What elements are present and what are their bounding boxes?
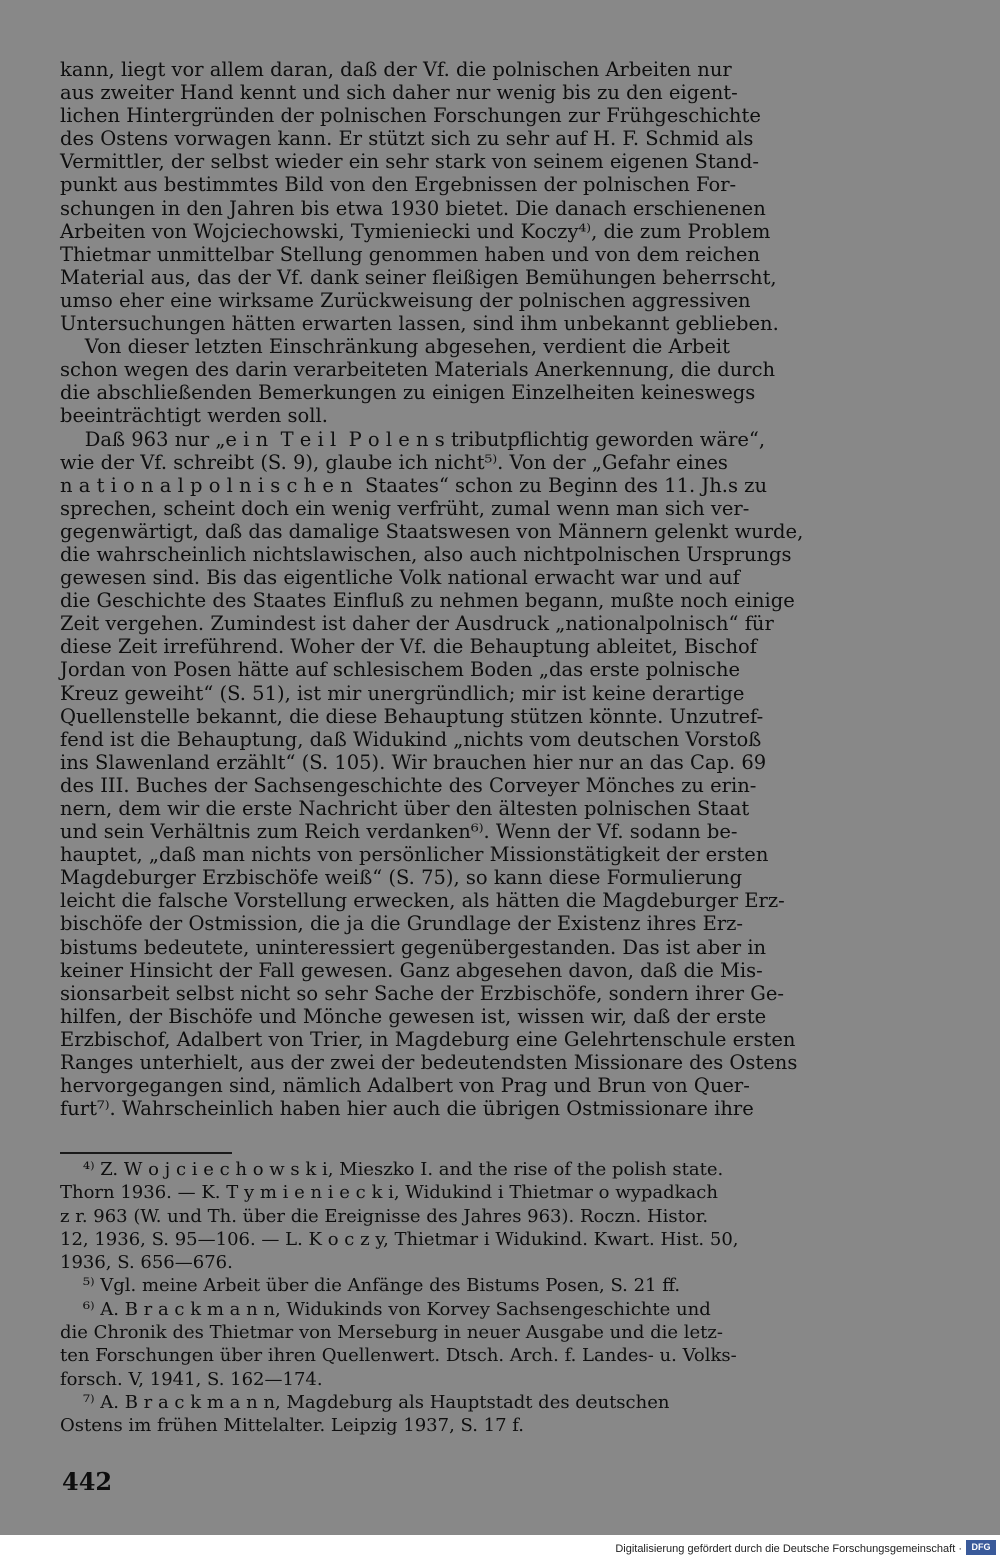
footnote-line: ⁷⁾ A. B r a c k m a n n, Magdeburg als Hauptstadt des deutschen — [60, 1391, 670, 1413]
body-line: des III. Buches der Sachsengeschichte des Corveyer Mönches zu erin- — [60, 773, 757, 797]
body-line: Thietmar unmittelbar Stellung genommen haben und von dem reichen — [60, 242, 761, 266]
footnote-line: die Chronik des Thietmar von Merseburg in neuer Ausgabe und die letz- — [60, 1322, 723, 1344]
footnote-line: forsch. V, 1941, S. 162—174. — [60, 1368, 323, 1390]
body-line: Zeit vergehen. Zumindest ist daher der Ausdruck „nationalpolnisch“ für — [60, 612, 774, 636]
footnote-divider — [60, 1152, 232, 1154]
body-line: Vermittler, der selbst wieder ein sehr stark von seinem eigenen Stand- — [60, 150, 759, 174]
body-text — [60, 58, 924, 1120]
body-line: Quellenstelle bekannt, die diese Behauptung stützen könnte. Unzutref- — [60, 704, 764, 728]
footnote-line: 12, 1936, S. 95—106. — L. K o c z y, Thietmar i Widukind. Kwart. Hist. 50, — [60, 1228, 739, 1250]
body-line: Jordan von Posen hätte auf schlesischem Boden „das erste polnische — [60, 658, 741, 682]
body-line: furt⁷⁾. Wahrscheinlich haben hier auch die übrigen Ostmissionare ihre — [60, 1097, 754, 1121]
footnote-line: ten Forschungen über ihren Quellenwert. Dtsch. Arch. f. Landes- u. Volks- — [60, 1345, 737, 1367]
body-line: hilfen, der Bischöfe und Mönche gewesen ist, wissen wir, daß der erste — [60, 1004, 767, 1028]
digitization-credit: Digitalisierung gefördert durch die Deutsche Forschungsgemeinschaft · — [615, 1543, 962, 1555]
body-line: wie der Vf. schreibt (S. 9), glaube ich nicht⁵⁾. Von der „Gefahr eines — [60, 450, 728, 474]
footnote-line: Ostens im frühen Mittelalter. Leipzig 1937, S. 17 f. — [60, 1415, 525, 1437]
digitization-credit-bar — [0, 1535, 1000, 1561]
body-line: ins Slawenland erzählt“ (S. 105). Wir brauchen hier nur an das Cap. 69 — [60, 750, 767, 774]
footnote-line: ⁴⁾ Z. W o j c i e c h o w s k i, Mieszko I. and the rise of the polish state. — [60, 1159, 724, 1180]
footnote-line: Thorn 1936. — K. T y m i e n i e c k i, Widukind i Thietmar o wypadkach — [60, 1182, 718, 1204]
body-line: die Geschichte des Staates Einfluß zu nehmen begann, mußte noch einige — [60, 589, 795, 613]
body-line: Von dieser letzten Einschränkung abgesehen, verdient die Arbeit — [60, 335, 730, 359]
footnote-line: ⁶⁾ A. B r a c k m a n n, Widukinds von Korvey Sachsengeschichte und — [60, 1298, 711, 1320]
body-line: punkt aus bestimmtes Bild von den Ergebnissen der polnischen For- — [60, 173, 737, 197]
body-line: bistums bedeutete, uninteressiert gegenübergestanden. Das ist aber in — [60, 935, 767, 959]
body-line: schungen in den Jahren bis etwa 1930 bietet. Die danach erschienenen — [60, 196, 766, 220]
body-line: schon wegen des darin verarbeiteten Materials Anerkennung, die durch — [60, 358, 776, 382]
body-line: beeinträchtigt werden soll. — [60, 404, 328, 428]
body-line: bischöfe der Ostmission, die ja die Grundlage der Existenz ihres Erz- — [60, 912, 744, 936]
body-line: nern, dem wir die erste Nachricht über den ältesten polnischen Staat — [60, 797, 750, 820]
body-line: diese Zeit irreführend. Woher der Vf. die Behauptung ableitet, Bischof — [60, 635, 757, 659]
body-line: sprechen, scheint doch ein wenig verfrüht, zumal wenn man sich ver- — [60, 496, 750, 520]
footnote-line: ⁵⁾ Vgl. meine Arbeit über die Anfänge des Bistums Posen, S. 21 ff. — [60, 1275, 681, 1297]
body-line: aus zweiter Hand kennt und sich daher nur wenig bis zu den eigent- — [60, 81, 738, 105]
page-number: 442 — [62, 1467, 113, 1496]
body-line: Untersuchungen hätten erwarten lassen, sind ihm unbekannt geblieben. — [60, 312, 779, 336]
body-line: hauptet, „daß man nichts von persönlicher Missionstätigkeit der ersten — [60, 843, 769, 867]
body-line: und sein Verhältnis zum Reich verdanken⁶⁾. Wenn der Vf. sodann be- — [60, 820, 738, 844]
body-line: Arbeiten von Wojciechowski, Tymieniecki und Koczy⁴⁾, die zum Problem — [60, 219, 771, 243]
body-line: umso eher eine wirksame Zurückweisung der polnischen aggressiven — [60, 288, 751, 312]
body-line: Magdeburger Erzbischöfe weiß“ (S. 75), so kann diese Formulierung — [60, 866, 743, 890]
body-line: gewesen sind. Bis das eigentliche Volk national erwacht war und auf — [60, 566, 740, 590]
body-line: sionsarbeit selbst nicht so sehr Sache der Erzbischöfe, sondern ihrer Ge- — [60, 981, 784, 1005]
body-line: Daß 963 nur „e i n T e i l P o l e n s tributpflichtig geworden wäre“, — [60, 427, 766, 451]
body-line: lichen Hintergründen der polnischen Forschungen zur Frühgeschichte — [60, 104, 761, 128]
footnote-line: 1936, S. 656—676. — [60, 1252, 233, 1274]
footnotes — [60, 1158, 924, 1438]
body-line: Erzbischof, Adalbert von Trier, in Magdeburg eine Gelehrtenschule ersten — [60, 1027, 796, 1051]
body-line: Kreuz geweiht“ (S. 51), ist mir unergründlich; mir ist keine derartige — [60, 681, 745, 705]
body-line: Material aus, das der Vf. dank seiner fleißigen Bemühungen beherrscht, — [60, 265, 777, 289]
body-line: kann, liegt vor allem daran, daß der Vf. die polnischen Arbeiten nur — [60, 58, 732, 81]
dfg-logo-icon: DFG — [966, 1540, 996, 1555]
body-line: n a t i o n a l p o l n i s c h e n Staates“ schon zu Beginn des 11. Jh.s zu — [60, 473, 767, 497]
body-line: keiner Hinsicht der Fall gewesen. Ganz abgesehen davon, daß die Mis- — [60, 958, 763, 982]
body-line: gegenwärtigt, daß das damalige Staatswesen von Männern gelenkt wurde, — [60, 519, 804, 543]
footnote-line: z r. 963 (W. und Th. über die Ereignisse des Jahres 963). Roczn. Histor. — [60, 1205, 709, 1227]
body-line: des Ostens vorwagen kann. Er stützt sich zu sehr auf H. F. Schmid als — [60, 127, 754, 151]
body-line: fend ist die Behauptung, daß Widukind „nichts vom deutschen Vorstoß — [60, 727, 762, 751]
body-line: leicht die falsche Vorstellung erwecken, als hätten die Magdeburger Erz- — [60, 889, 785, 913]
body-line: die wahrscheinlich nichtslawischen, also auch nichtpolnischen Ursprungs — [60, 542, 792, 566]
body-line: die abschließenden Bemerkungen zu einigen Einzelheiten keineswegs — [60, 381, 756, 405]
body-line: hervorgegangen sind, nämlich Adalbert von Prag und Brun von Quer- — [60, 1074, 750, 1098]
body-line: Ranges unterhielt, aus der zwei der bedeutendsten Missionare des Ostens — [60, 1051, 798, 1075]
